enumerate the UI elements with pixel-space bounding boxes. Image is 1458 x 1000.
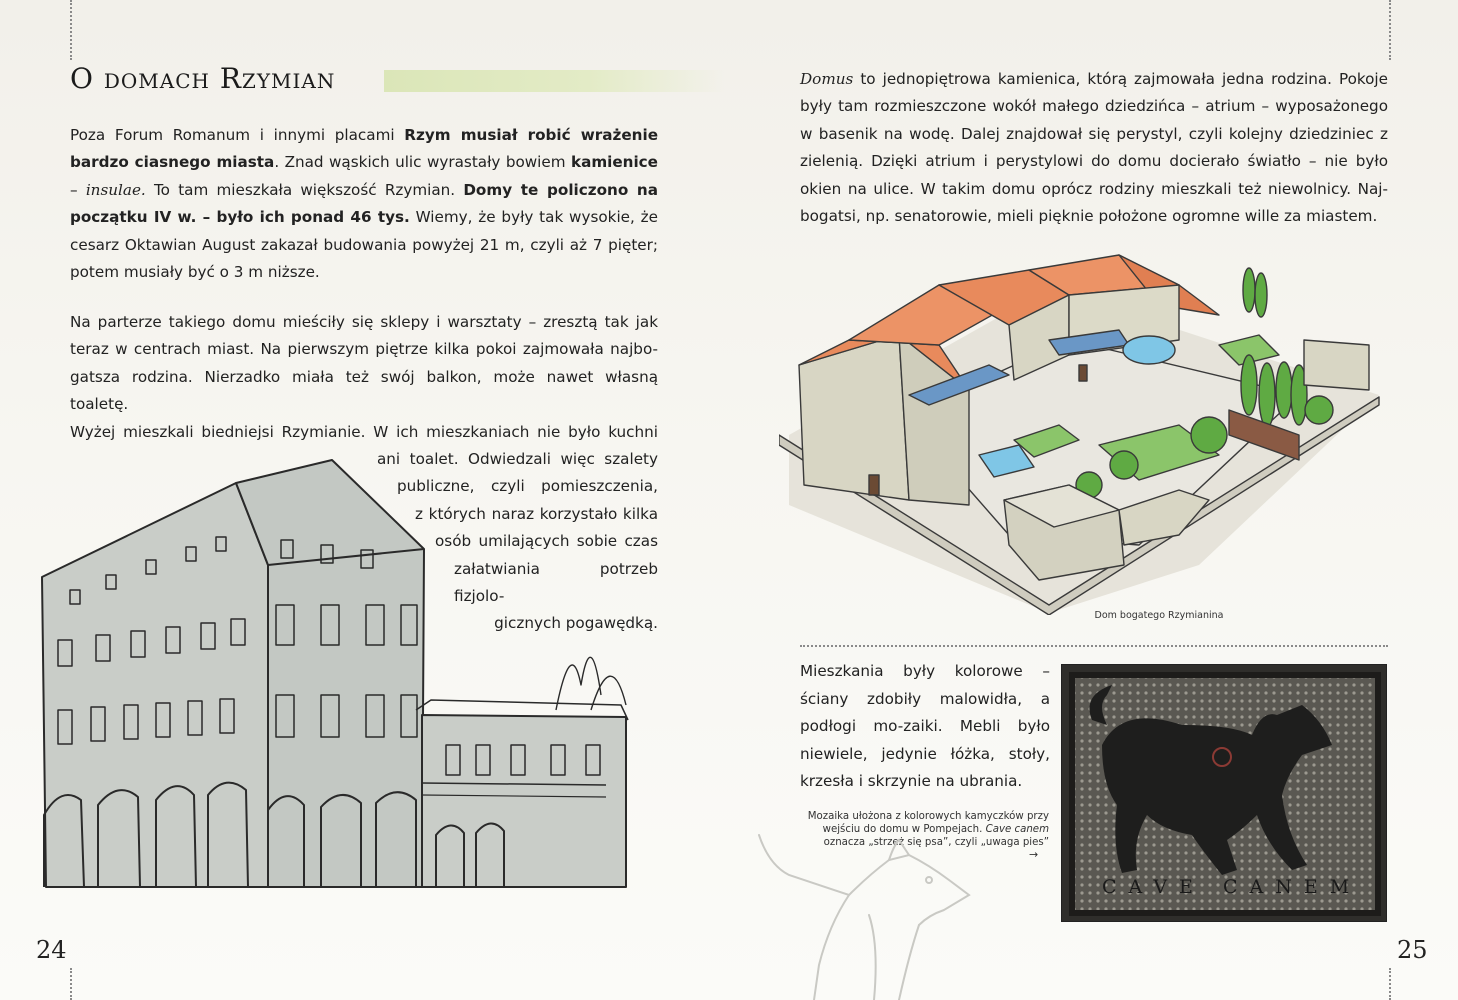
top-dotted-rule <box>1389 0 1391 60</box>
paragraph-line: gicznych pogawędką. <box>494 614 658 633</box>
paragraph-line: z których naraz korzystało kilka <box>415 504 658 523</box>
paragraph-line: załatwiania potrzeb fizjolo- <box>454 559 658 606</box>
paragraph-line: gatsza rodzina. Nierzadko miała też swój balkon, może nawet własną toaletę. <box>70 367 658 414</box>
cave-canem-mosaic <box>1061 664 1387 922</box>
decor-paragraph: Mieszkania były kolorowe – ściany zdobiły malowidła, a podłogi mo-zaiki. Mebli było niewiele, jedynie łóżka, stoły, krzesła i skrzynie na ubrania. <box>800 662 1050 791</box>
section-divider <box>800 645 1388 647</box>
villa-caption: Dom bogatego Rzymianina <box>1094 610 1224 621</box>
page-number: 25 <box>1397 936 1428 964</box>
mosaic-caption: Mozaika ułożona z kolorowych kamyczków przy wejściu do domu w Pompejach. Cave canem oznacza „strzeż się psa”, czyli „uwaga pies” <box>807 811 1049 848</box>
page-title: O domach Rzymian <box>70 62 336 95</box>
dog-sketch-illustration <box>749 815 979 1000</box>
right-page <box>729 0 1458 1000</box>
villa-illustration <box>779 245 1399 615</box>
domus-paragraph: Domus to jednopiętrowa kamienica, którą zajmowała jedna rodzina. Pokoje były tam rozmieszczone wokół małego dziedzińca – atrium – wyposażonego w basenik na wodę. Dalej znajdował się perystyl, czyli kolejny dziedziniec z zielenią. Dzięki atrium i perystylowi do domu docierało światło – nie było okien na ulice. W takim domu oprócz rodziny mieszkali też niewolnicy. Naj-bogatsi, np. senatorowie, mieli pięknie położone ogromne wille za miastem. <box>800 70 1388 226</box>
paragraph-line: Na parterze takiego domu mieściły się sklepy i warsztaty – zresztą tak jak <box>70 313 658 331</box>
top-dotted-rule <box>70 0 72 60</box>
paragraph-line: osób umilających sobie czas <box>435 532 658 551</box>
mosaic-inscription: CAVE CANEM <box>1102 876 1362 898</box>
paragraph-line: Wyżej mieszkali biedniejsi Rzymianie. W ich mieszkaniach nie było kuchni <box>70 422 658 441</box>
bottom-dotted-rule <box>70 968 72 1000</box>
insula-illustration <box>36 455 636 895</box>
arrow-icon: → <box>1029 848 1039 861</box>
title-highlight-bar <box>384 70 724 92</box>
paragraph-line: publiczne, czyli pomieszczenia, <box>397 477 658 496</box>
bottom-dotted-rule <box>1389 968 1391 1000</box>
paragraph-line: teraz w centrach miast. Na pierwszym piętrze kilka pokoi zajmowała najbo- <box>70 340 658 359</box>
intro-paragraph: Poza Forum Romanum i innymi placami Rzym musiał robić wrażenie bardzo ciasnego miasta. Znad wąskich ulic wyrastały bowiem kamienice – insulae. To tam mieszkała większość Rzymian. Domy te policzono na początku IV w. – było ich ponad 46 tys. Wiemy, że były tak wysokie, że cesarz Oktawian August zakazał budowania powyżej 21 m, czyli aż 7 pięter; potem musiały być o 3 m niższe. <box>70 126 658 282</box>
paragraph-line: ani toalet. Odwiedzali więc szalety <box>377 450 658 469</box>
page-number: 24 <box>36 936 67 964</box>
